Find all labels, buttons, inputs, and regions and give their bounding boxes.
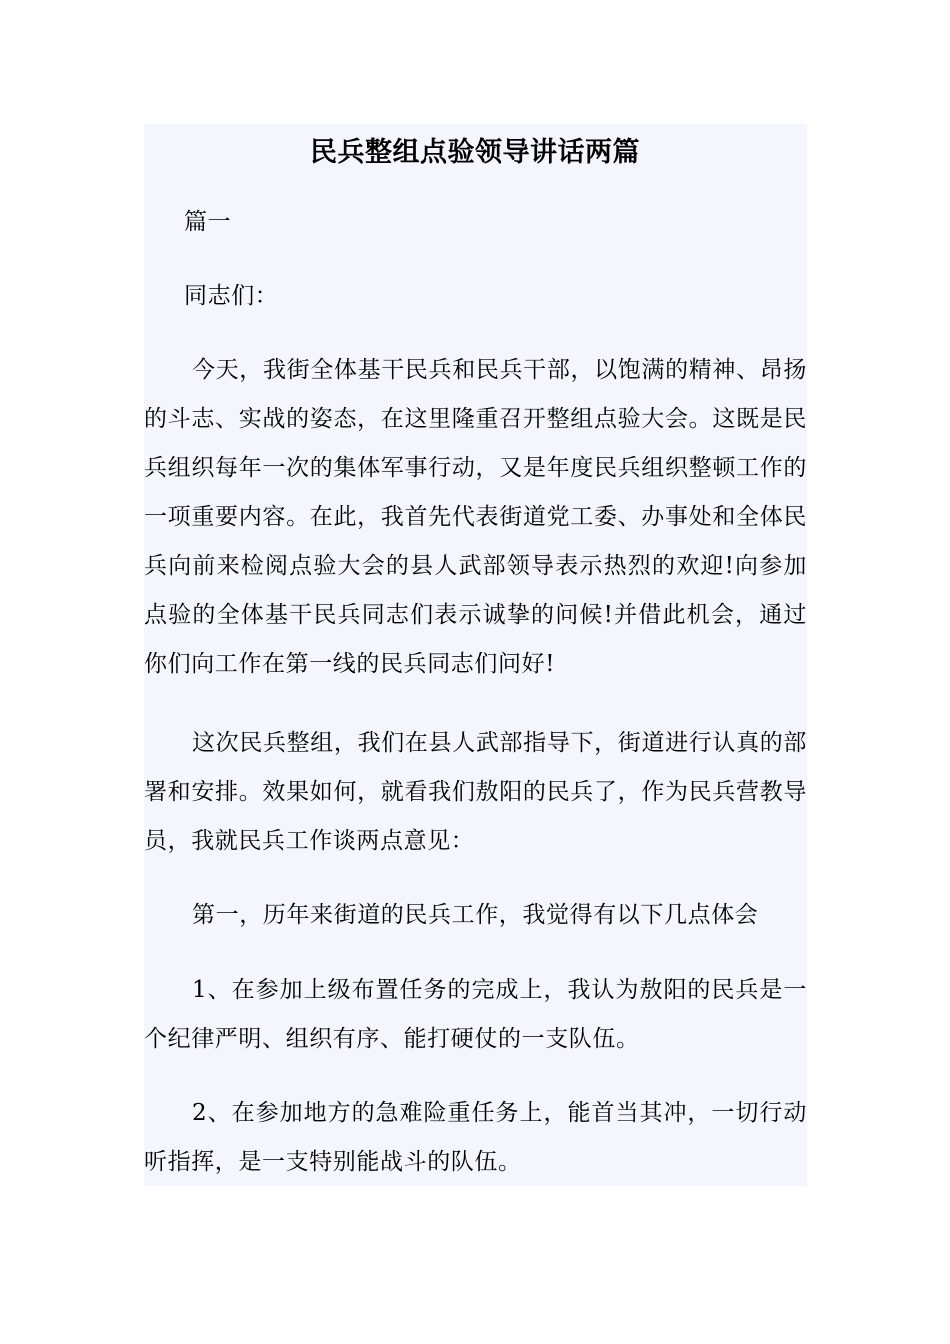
paragraph-point-one: 第一，历年来街道的民兵工作，我觉得有以下几点体会 [192,902,759,928]
paragraph-rectification: 这次民兵整组，我们在县人武部指导下，街道进行认真的部署和安排。效果如何，就看我们敖阳的民兵了，作为民兵营教导员，我就民兵工作谈两点意见： [144,730,807,854]
list-item-1: 1、在参加上级布置任务的完成上，我认为敖阳的民兵是一个纪律严明、组织有序、能打硬仗的一支队伍。 [144,977,807,1052]
paragraph-opening: 今天，我街全体基干民兵和民兵干部，以饱满的精神、昂扬的斗志、实战的姿态，在这里隆重召开整组点验大会。这既是民兵组织每年一次的集体军事行动，又是年度民兵组织整顿工作的一项重要内容。在此，我首先代表街道党工委、办事处和全体民兵向前来检阅点验大会的县人武部领导表示热烈的欢迎!向参加点验的全体基干民兵同志们表示诚挚的问候!并借此机会，通过你们向工作在第一线的民兵同志们问好! [144,357,807,677]
document-title: 民兵整组点验领导讲话两篇 [310,137,640,168]
list-item-2: 2、在参加地方的急难险重任务上，能首当其冲，一切行动听指挥，是一支特别能战斗的队伍。 [144,1100,807,1175]
section-label: 篇一 [184,209,232,235]
salutation: 同志们： [184,283,279,309]
